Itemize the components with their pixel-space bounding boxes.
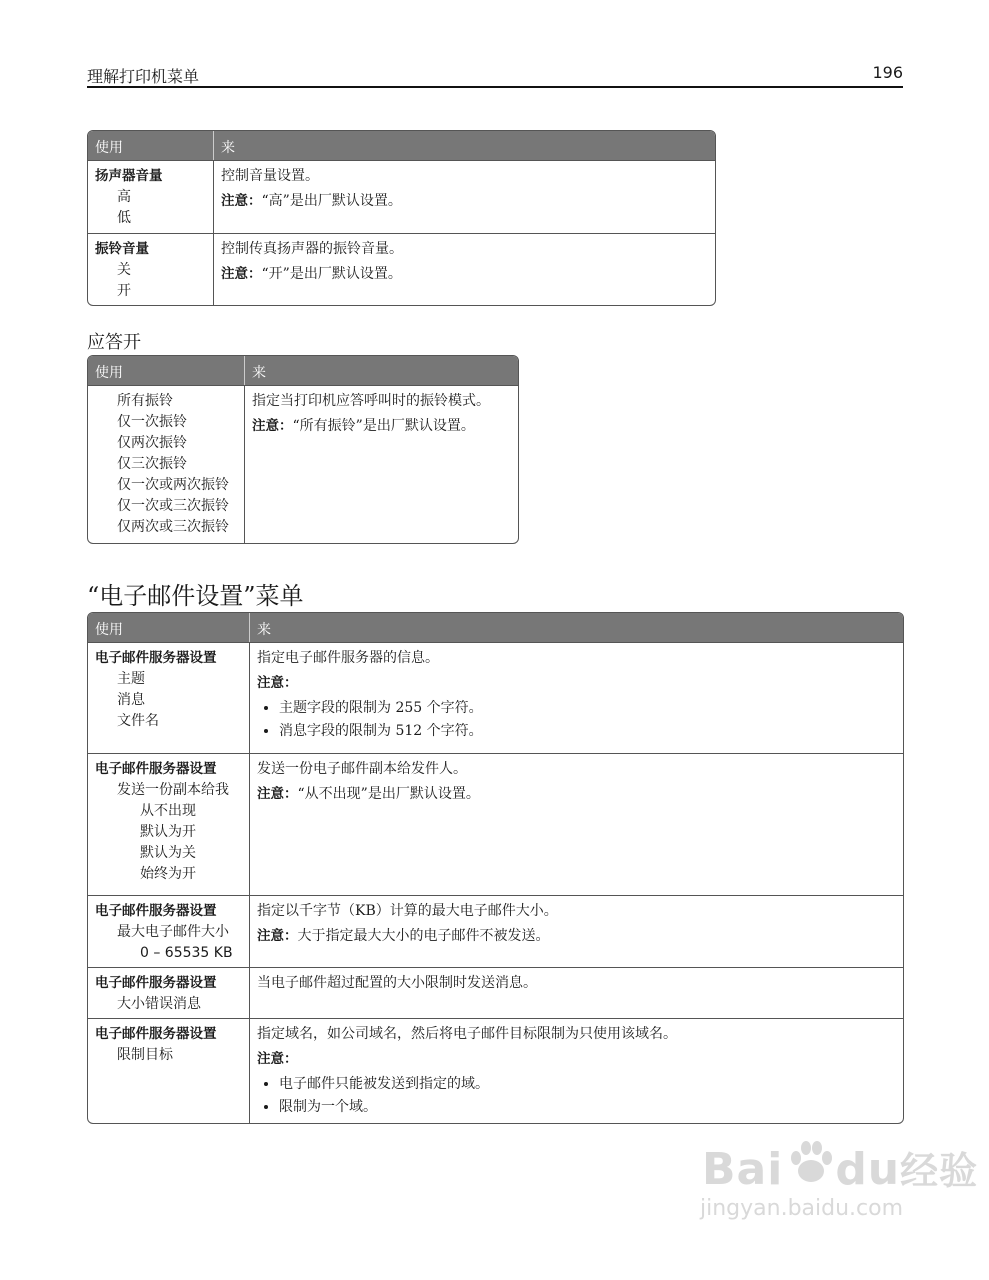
description: 指定当打印机应答呼叫时的振铃模式。 — [252, 393, 490, 409]
option: 仅三次振铃 — [117, 456, 187, 472]
watermark-bai: Bai — [702, 1144, 784, 1195]
section-title-answer-on: 应答开 — [87, 332, 141, 353]
table-row — [88, 753, 903, 895]
menu-item-name: 电子邮件服务器设置 — [95, 761, 217, 777]
menu-item-name: 电子邮件服务器设置 — [95, 903, 217, 919]
table-header — [88, 356, 518, 385]
option: 高 — [117, 189, 131, 205]
description: 控制音量设置。 — [221, 168, 319, 184]
option: 仅一次或三次振铃 — [117, 498, 229, 514]
note-text: “从不出现”是出厂默认设置。 — [297, 786, 480, 802]
note-text: “所有振铃”是出厂默认设置。 — [292, 418, 475, 434]
note-label: 注意： — [221, 193, 262, 209]
note-list — [257, 1074, 677, 1118]
description: 控制传真扬声器的振铃音量。 — [221, 241, 403, 257]
description: 当电子邮件超过配置的大小限制时发送消息。 — [257, 975, 537, 991]
menu-item-name: 电子邮件服务器设置 — [95, 1026, 217, 1042]
option: 仅两次或三次振铃 — [117, 519, 229, 535]
col-purpose: 来 — [221, 140, 235, 156]
note-label: 注意： — [257, 928, 298, 944]
description: 指定以千字节（KB）计算的最大电子邮件大小。 — [257, 903, 558, 919]
list-item: • 限制为一个域。 — [279, 1097, 677, 1118]
table-row — [88, 642, 903, 753]
description: 发送一份电子邮件副本给发件人。 — [257, 761, 467, 777]
volume-table — [87, 130, 716, 306]
option: 所有振铃 — [117, 393, 173, 409]
table-header — [88, 613, 903, 642]
option: 主题 — [117, 671, 145, 687]
list-item: • 主题字段的限制为 255 个字符。 — [279, 698, 483, 719]
section-title-email-settings: “电子邮件设置”菜单 — [87, 582, 304, 610]
option: 始终为开 — [140, 866, 196, 882]
submenu-item: 最大电子邮件大小 — [117, 924, 229, 940]
note-label: 注意： — [257, 786, 298, 802]
note-label: 注意： — [257, 675, 298, 691]
option: 文件名 — [117, 713, 159, 729]
note-label: 注意： — [257, 1051, 298, 1067]
email-settings-table — [87, 612, 904, 1124]
note-label: 注意： — [252, 418, 293, 434]
col-purpose: 来 — [252, 365, 266, 381]
page-number: 196 — [872, 63, 903, 82]
menu-item-name: 振铃音量 — [95, 241, 149, 257]
baidu-watermark — [702, 1140, 978, 1195]
menu-item-name: 电子邮件服务器设置 — [95, 650, 217, 666]
note-text: “高”是出厂默认设置。 — [261, 193, 402, 209]
watermark-jingyan: 经验 — [900, 1149, 979, 1193]
watermark-url: jingyan.baidu.com — [700, 1196, 904, 1221]
note-label: 注意： — [221, 266, 262, 282]
table-row — [88, 967, 903, 1018]
col-use: 使用 — [88, 356, 245, 385]
description: 指定电子邮件服务器的信息。 — [257, 650, 439, 666]
col-use: 使用 — [88, 131, 214, 160]
submenu-item: 发送一份副本给我 — [117, 782, 229, 798]
col-purpose: 来 — [257, 622, 271, 638]
page-header — [87, 60, 903, 88]
table-row — [88, 160, 715, 233]
submenu-item: 限制目标 — [117, 1047, 173, 1063]
range-value: 0 – 65535 KB — [140, 945, 233, 961]
note-text: “开”是出厂默认设置。 — [261, 266, 402, 282]
option: 消息 — [117, 692, 145, 708]
option: 默认为开 — [140, 824, 196, 840]
table-row — [88, 1018, 903, 1123]
table-header — [88, 131, 715, 160]
menu-item-name: 扬声器音量 — [95, 168, 163, 184]
description: 指定域名，如公司域名，然后将电子邮件目标限制为只使用该域名。 — [257, 1026, 677, 1042]
watermark-du: du — [835, 1144, 901, 1195]
option: 仅一次振铃 — [117, 414, 187, 430]
submenu-item: 大小错误消息 — [117, 996, 201, 1012]
option: 低 — [117, 210, 131, 226]
table-row — [88, 895, 903, 967]
option: 从不出现 — [140, 803, 196, 819]
option: 仅两次振铃 — [117, 435, 187, 451]
note-list — [257, 698, 483, 742]
table-row — [88, 385, 518, 543]
list-item: • 电子邮件只能被发送到指定的域。 — [279, 1074, 677, 1095]
header-title: 理解打印机菜单 — [87, 67, 200, 86]
col-use: 使用 — [88, 613, 250, 642]
option: 默认为关 — [140, 845, 196, 861]
note-text: 大于指定最大大小的电子邮件不被发送。 — [297, 928, 550, 944]
option: 开 — [117, 283, 131, 299]
paw-icon — [786, 1138, 836, 1188]
option: 仅一次或两次振铃 — [117, 477, 229, 493]
list-item: • 消息字段的限制为 512 个字符。 — [279, 721, 483, 742]
answer-on-table — [87, 355, 519, 544]
menu-item-name: 电子邮件服务器设置 — [95, 975, 217, 991]
table-row — [88, 233, 715, 305]
option: 关 — [117, 262, 131, 278]
